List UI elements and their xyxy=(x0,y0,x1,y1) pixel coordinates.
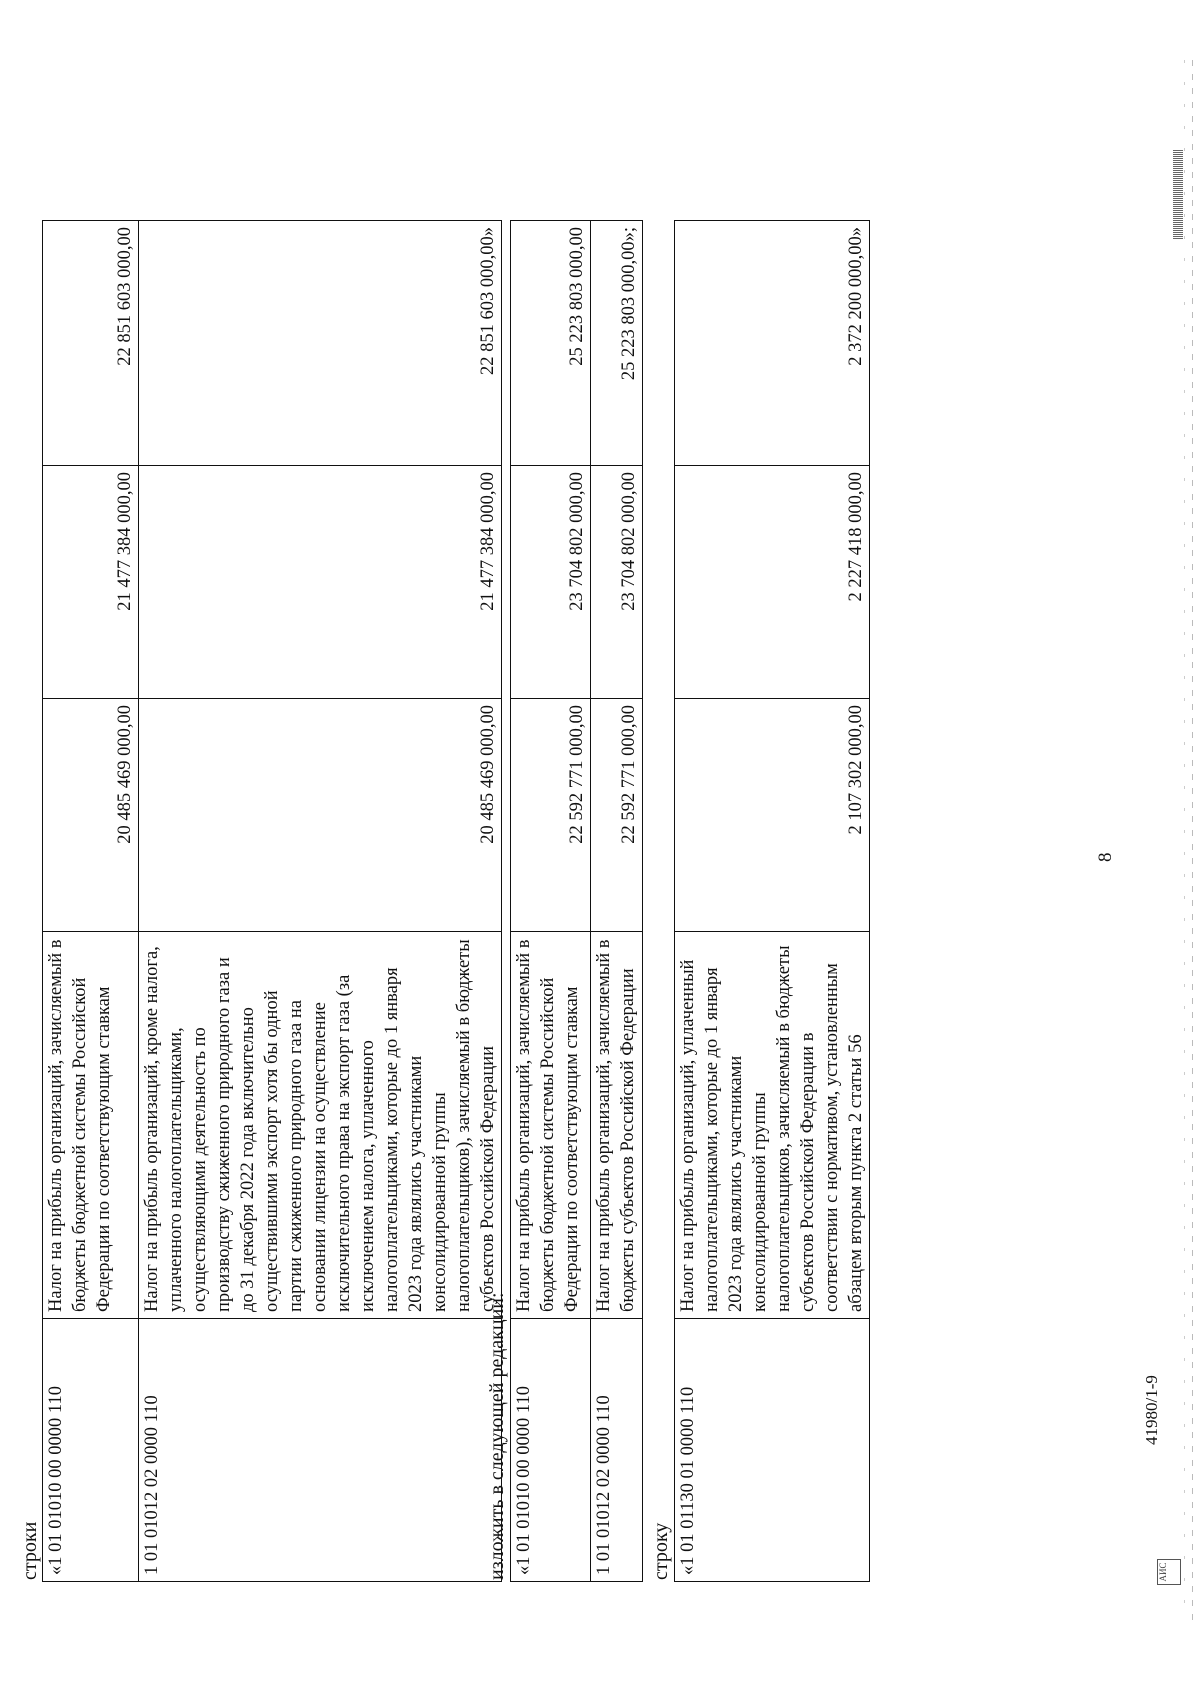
row-code: 1 01 01012 02 0000 110 xyxy=(591,1319,643,1582)
scan-edge-noise xyxy=(1184,60,1185,1620)
section2-label: изложить в следующей редакции: xyxy=(486,1292,508,1580)
row-name: Налог на прибыль организаций, уплаченный налогоплательщиками, которые до 1 января 2023 года являлись участниками консолидированной группы налогоплательщиков, зачисляемый в бюджеты субъектов Российской Федерации в соответствии с нормативом, установленным абзацем вторым пункта 2 статьи 56 xyxy=(675,932,870,1319)
row-value-1: 22 592 771 000,00 xyxy=(511,699,591,932)
row-name: Налог на прибыль организаций, кроме налога, уплаченного налогоплательщиками, осуществляющими деятельность по производству сжиженного природного газа и до 31 декабря 2022 года включительно осуществившими экспорт хотя бы одной партии сжиженного природного газа на основании лицензии на осуществление исключительного права на экспорт газа (за исключением налога, уплаченного налогоплательщиками, которые до 1 января 2023 года являлись участниками консолидированной группы налогоплательщиков), зачисляемый в бюджеты субъектов Российской Федерации xyxy=(139,932,502,1319)
row-name: Налог на прибыль организаций, зачисляемый в бюджеты субъектов Российской Федерации xyxy=(591,932,643,1319)
row-value-2: 21 477 384 000,00 xyxy=(43,466,139,699)
row-value-2: 23 704 802 000,00 xyxy=(511,466,591,699)
row-code: «1 01 01130 01 0000 110 xyxy=(675,1319,870,1582)
section1-label: строки xyxy=(19,1521,41,1580)
row-value-3: 22 851 603 000,00» xyxy=(139,221,502,466)
row-code: 1 01 01012 02 0000 110 xyxy=(139,1319,502,1582)
row-value-2: 21 477 384 000,00 xyxy=(139,466,502,699)
registry-stamp-icon: АИС xyxy=(1157,1559,1181,1585)
row-value-3: 22 851 603 000,00 xyxy=(43,221,139,466)
table-row xyxy=(511,221,591,1582)
table-row xyxy=(43,221,139,1582)
table-row xyxy=(139,221,502,1582)
row-value-3: 25 223 803 000,00»; xyxy=(591,221,643,466)
table-section1 xyxy=(42,220,502,1582)
row-value-2: 2 227 418 000,00 xyxy=(675,466,870,699)
row-value-3: 25 223 803 000,00 xyxy=(511,221,591,466)
row-value-3: 2 372 200 000,00» xyxy=(675,221,870,466)
scan-barcode-mark xyxy=(1173,150,1183,240)
page-number: 8 xyxy=(1095,852,1116,862)
section3-label: строку xyxy=(650,1522,672,1580)
row-value-1: 20 485 469 000,00 xyxy=(139,699,502,932)
document-id: 41980/1-9 xyxy=(1142,1375,1161,1445)
scan-edge-noise xyxy=(1192,60,1193,1620)
table-section2 xyxy=(510,220,643,1582)
row-value-1: 2 107 302 000,00 xyxy=(675,699,870,932)
row-value-1: 22 592 771 000,00 xyxy=(591,699,643,932)
row-value-2: 23 704 802 000,00 xyxy=(591,466,643,699)
table-row xyxy=(591,221,643,1582)
row-name: Налог на прибыль организаций, зачисляемый в бюджеты бюджетной системы Российской Федерации по соответствующим ставкам xyxy=(511,932,591,1319)
row-code: «1 01 01010 00 0000 110 xyxy=(511,1319,591,1582)
table-row xyxy=(675,221,870,1582)
row-name: Налог на прибыль организаций, зачисляемый в бюджеты бюджетной системы Российской Федерации по соответствующим ставкам xyxy=(43,932,139,1319)
table-section3 xyxy=(674,220,870,1582)
row-code: «1 01 01010 00 0000 110 xyxy=(43,1319,139,1582)
row-value-1: 20 485 469 000,00 xyxy=(43,699,139,932)
